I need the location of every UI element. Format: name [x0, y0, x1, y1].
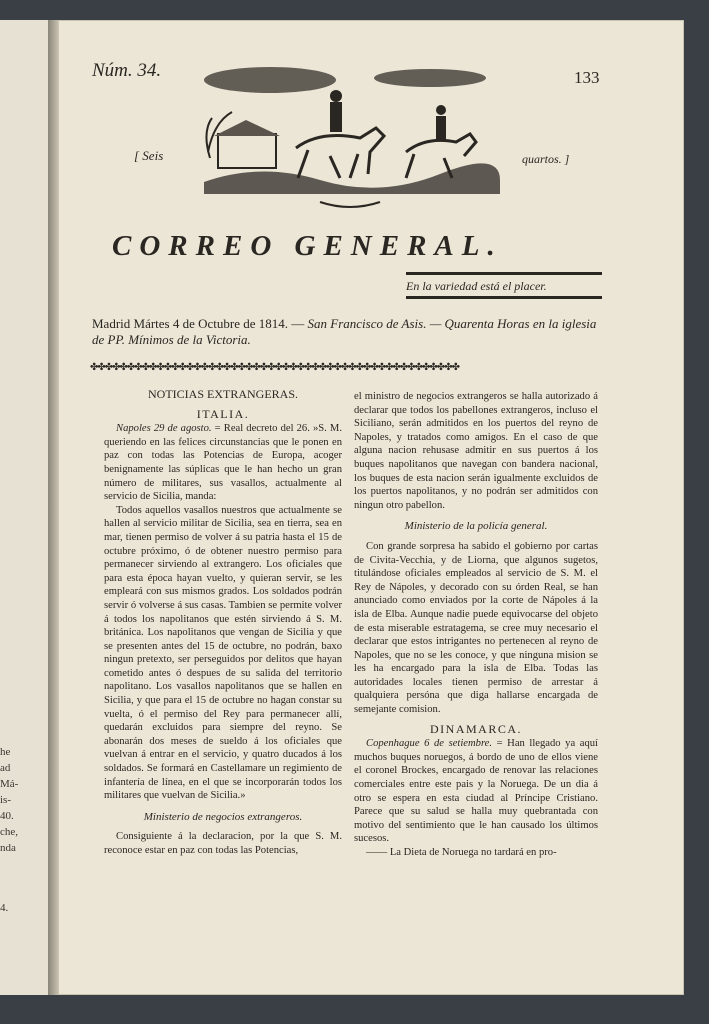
article-paragraph: Consiguiente á la declaracion, por la que S. M. reconoce estar en paz con todas las Potencias, [104, 831, 342, 856]
motto-rule [406, 296, 602, 299]
page-number: 133 [574, 68, 600, 87]
country-heading-dinamarca: DINAMARCA. [429, 721, 522, 736]
subheading-ministerio-policia: Ministerio de la policía general. [404, 520, 548, 533]
article-place-date: Napoles 29 de agosto. [116, 423, 212, 435]
article-place-date: Copenhague 6 de setiembre. [366, 738, 493, 750]
left-page-fragment [0, 20, 49, 995]
dateline-saints: San Francisco de Asis. — Quarenta Horas en la iglesia de PP. Mínimos de la Victoria. [92, 316, 597, 347]
newspaper-page [58, 20, 684, 995]
left-fragment-text: ad [0, 762, 11, 774]
price-left: [ Seis [134, 148, 164, 163]
left-fragment-text: 4. [0, 902, 9, 914]
section-heading: NOTICIAS EXTRANGERAS. [148, 387, 298, 401]
article-paragraph: el ministro de negocios extrangeros se halla autorizado á declarar que todos los pabellones extrangeros, incluso el Siciliano, serán admitidos en los puertos del reyno de Napoles, y tratados como amigos. En el caso de que alguna nacion rehusase admitir en sus puertos á los buques napolitanos que navegan con bandera nacional, los buques de esta nacion serán igualmente excluidos de los puertos napolitanos, y no podrán ser admitidos con ningun otro pabellon. [354, 391, 598, 511]
issue-number: Núm. 34. [92, 60, 162, 81]
left-column [104, 386, 342, 858]
article-paragraph: Con grande sorpresa ha sabido el gobierno por cartas de Civita-Vecchia, y de Liorna, que algunos sugetos, titulándose oficiales empleados al servicio de S. M. el Rey de Nápoles, y decorado con su órden Real, se han anunciado como enviados por la corte de Nápoles á la isla de Elba. Aunque nadie puede equivocarse del objeto de esta miserable estratagema, se cree muy necesario el declarar que estos intrigantes no pertenecen al reyno de Napoles, que no se les conoce, y que ninguna mision se les ha encargado para la isla de Elba. Todas las autoridades locales tienen permiso de arrestar á qualquiera persóna que diga hallarse encargada de semejante comision. [354, 540, 598, 716]
left-fragment-text: che, [0, 826, 19, 838]
article-paragraph [354, 737, 598, 846]
country-heading-italia: ITALIA. [196, 406, 250, 421]
article-paragraph: —— La Dieta de Noruega no tardará en pro- [366, 847, 557, 858]
subheading-ministerio-negocios: Ministerio de negocios extrangeros. [143, 810, 303, 823]
article-text: = Han llegado ya aquí muchos buques noruegos, á bordo de uno de ellos viene el coronel Brockes, encargado de renovar las relaciones comerciales entre este pais y la Noruega. De un dia á otro se espera en esta ciudad al Príncipe Cristiano. Parece que su salud se halla muy quebrantada con motivo del sentimiento que le han causado los últimos sucesos. [354, 738, 598, 845]
newspaper-title: CORREO GENERAL. [112, 230, 503, 262]
article-paragraph: Todos aquellos vasallos nuestros que actualmente se hallen al servicio militar de Sicilia, sea en tierra, sea en mar, tienen permiso de volver á su patria hasta el 15 de octubre próximo, ó de obtener nuestro permiso para permanecer sirviendo al extrangero. Los oficiales que para esta época hayan vuelto, y quieran servir, se les empleará con sus mismos grados. Los soldados podrán servir ó volverse á sus casas. Tambien se permite volver á todos los napolitanos que estén sirviendo á S. M. británica. Los napolitanos que vengan de Sicilia y que se presenten antes del 15 de octubre, no podrán, baxo ningun pretexto, ser perseguidos por delitos que hayan cometido antes ó despues de su salida del territorio napolitano. Los vasallos napolitanos que se hallen en Sicilia, y que para el 15 de octubre no hagan constar su vuelta, ó el permiso del Rey para permanecer allí, quedarán excluidos para siempre del reyno. Se abonarán dos meses de sueldo á los oficiales que vuelvan á entrar en el servicio, y quatro ducados á los soldados. Se formará en Castellamare un regimiento de infantería de línea, en el que se incorporarán todos los militares que vuelvan de Sicilia.» [104, 504, 342, 802]
left-fragment-text: is- [0, 794, 11, 806]
left-fragment-text: Má- [0, 778, 19, 790]
right-column [354, 390, 598, 860]
price-right: quartos. ] [522, 152, 570, 166]
title-rule [406, 272, 602, 275]
motto: En la variedad está el placer. [406, 279, 547, 293]
ornamental-divider: ✤✤✤✤✤✤✤✤✤✤✤✤✤✤✤✤✤✤✤✤✤✤✤✤✤✤✤✤✤✤✤✤✤✤✤✤✤✤✤✤✤✤✤✤✤✤✤✤✤✤ [90, 362, 459, 373]
left-fragment-text: 40. [0, 810, 14, 822]
dateline [92, 316, 600, 348]
dateline-date: Madrid Mártes 4 de Octubre de 1814. — [92, 316, 305, 331]
article-text: = Real decreto del 26. »S. M. queriendo en las felices circunstancias que le ponen en paz con todas las Potencias de Europa, acoger benignamente las súplicas que le han hecho un gran número de militares, sus vasallos, actualmente al servicio de Sicilia, manda: [104, 423, 342, 503]
article-paragraph [104, 422, 342, 504]
horsemen-engraving [200, 62, 500, 212]
left-fragment-text: he [0, 746, 11, 758]
left-fragment-text: nda [0, 842, 16, 854]
